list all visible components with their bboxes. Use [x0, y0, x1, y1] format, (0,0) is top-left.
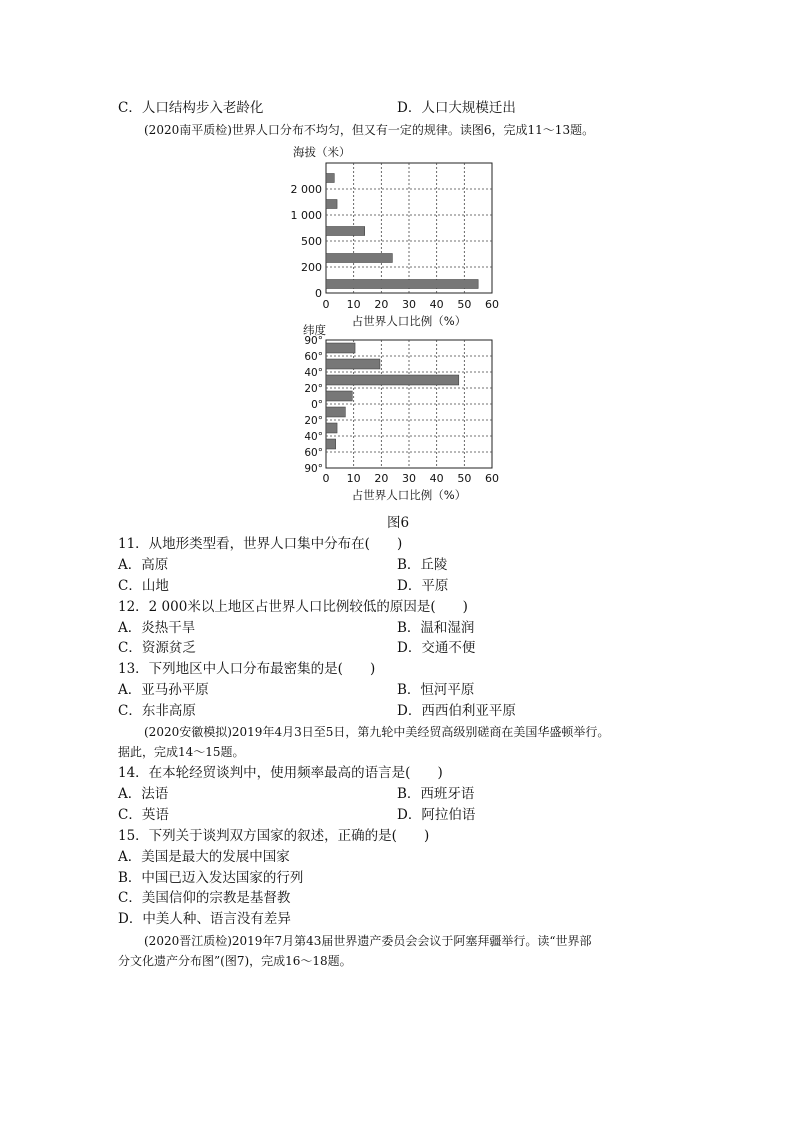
x-tick-label: 10 [346, 472, 361, 485]
altitude-axis-title: 海拔（米） [293, 145, 351, 159]
x-axis-title: 占世界人口比例（%） [351, 488, 467, 502]
x-tick-label: 0 [322, 472, 330, 485]
intro-14-15-line2: 据此，完成14～15题。 [118, 745, 245, 759]
option-c-top: C．人口结构步入老龄化 [118, 100, 264, 116]
x-tick-label: 10 [346, 298, 361, 311]
q12-option-c: C．资源贫乏 [118, 640, 196, 656]
latitude-bar [326, 343, 355, 353]
latitude-bar [326, 423, 337, 433]
option-d-top: D．人口大规模迁出 [397, 100, 516, 116]
q14-option-c: C．英语 [118, 807, 169, 823]
latitude-tick-label: 60° [304, 447, 323, 459]
latitude-bar [326, 391, 352, 401]
q11-option-b: B．丘陵 [397, 557, 448, 573]
latitude-chart [303, 323, 499, 502]
q11-option-a: A．高原 [118, 557, 169, 573]
latitude-tick-label: 20° [304, 383, 323, 395]
q14-option-a: A．法语 [118, 786, 169, 802]
q15-option-c: C．美国信仰的宗教是基督教 [118, 890, 291, 906]
intro-14-15-line1: (2020安徽模拟)2019年4月3日至5日，第九轮中美经贸高级别磋商在美国华盛顿举行。 [144, 725, 610, 739]
q12-option-d: D．交通不便 [397, 640, 476, 656]
q13-stem: 13．下列地区中人口分布最密集的是( ) [118, 661, 376, 677]
x-tick-label: 0 [322, 298, 330, 311]
q13-option-b: B．恒河平原 [397, 682, 475, 698]
q15-option-d: D．中美人种、语言没有差异 [118, 911, 291, 927]
q12-option-b: B．温和湿润 [397, 620, 475, 636]
x-tick-label: 30 [402, 298, 416, 311]
x-tick-label: 60 [485, 298, 499, 311]
q13-option-c: C．东非高原 [118, 703, 196, 719]
altitude-tick-label: 200 [301, 261, 322, 274]
q13-option-a: A．亚马孙平原 [118, 682, 209, 698]
x-tick-label: 30 [402, 472, 416, 485]
x-tick-label: 40 [429, 298, 444, 311]
q11-option-c: C．山地 [118, 578, 169, 594]
x-tick-label: 50 [457, 298, 472, 311]
latitude-tick-label: 40° [304, 431, 323, 443]
altitude-tick-label: 0 [315, 287, 322, 300]
q15-option-a: A．美国是最大的发展中国家 [118, 849, 290, 865]
latitude-axis-title: 纬度 [303, 323, 326, 337]
altitude-tick-label: 500 [301, 235, 322, 248]
figure-6 [0, 140, 794, 540]
q11-stem: 11．从地形类型看，世界人口集中分布在( ) [118, 536, 403, 552]
latitude-tick-label: 20° [304, 415, 323, 427]
altitude-chart [291, 145, 500, 328]
q12-option-a: A．炎热干旱 [118, 620, 196, 636]
latitude-tick-label: 90° [304, 335, 323, 347]
altitude-tick-label: 2 000 [290, 183, 322, 196]
altitude-tick-label: 1 000 [290, 209, 322, 222]
figure-caption: 图6 [387, 515, 410, 531]
latitude-tick-label: 0° [311, 399, 323, 411]
altitude-bar [326, 280, 478, 289]
x-axis-title: 占世界人口比例（%） [351, 314, 467, 328]
q13-option-d: D．西西伯利亚平原 [397, 703, 516, 719]
x-tick-label: 20 [374, 472, 389, 485]
latitude-tick-label: 90° [304, 463, 323, 475]
latitude-bar [326, 359, 380, 369]
altitude-bar [326, 200, 337, 209]
intro-11-13: (2020南平质检)世界人口分布不均匀，但又有一定的规律。读图6，完成11～13题。 [144, 123, 595, 137]
x-tick-label: 20 [374, 298, 389, 311]
latitude-bar [326, 407, 345, 417]
latitude-bar [326, 375, 459, 385]
x-tick-label: 40 [429, 472, 444, 485]
q11-option-d: D．平原 [397, 578, 449, 594]
intro-16-18-line2: 分文化遗产分布图”(图7)，完成16～18题。 [118, 954, 352, 968]
q15-stem: 15．下列关于谈判双方国家的叙述，正确的是( ) [118, 828, 430, 844]
q15-option-b: B．中国已迈入发达国家的行列 [118, 870, 304, 886]
q12-stem: 12．2 000米以上地区占世界人口比例较低的原因是( ) [118, 599, 468, 615]
latitude-tick-label: 60° [304, 351, 323, 363]
latitude-bar [326, 439, 336, 449]
latitude-tick-label: 40° [304, 367, 323, 379]
q14-option-d: D．阿拉伯语 [397, 807, 476, 823]
intro-16-18-line1: (2020晋江质检)2019年7月第43届世界遗产委员会会议于阿塞拜疆举行。读“世界部 [144, 934, 592, 948]
x-tick-label: 60 [485, 472, 499, 485]
altitude-bar [326, 254, 392, 263]
q14-stem: 14．在本轮经贸谈判中，使用频率最高的语言是( ) [118, 765, 443, 781]
x-tick-label: 50 [457, 472, 472, 485]
q14-option-b: B．西班牙语 [397, 786, 475, 802]
altitude-bar [326, 227, 365, 236]
altitude-bar [326, 174, 334, 183]
